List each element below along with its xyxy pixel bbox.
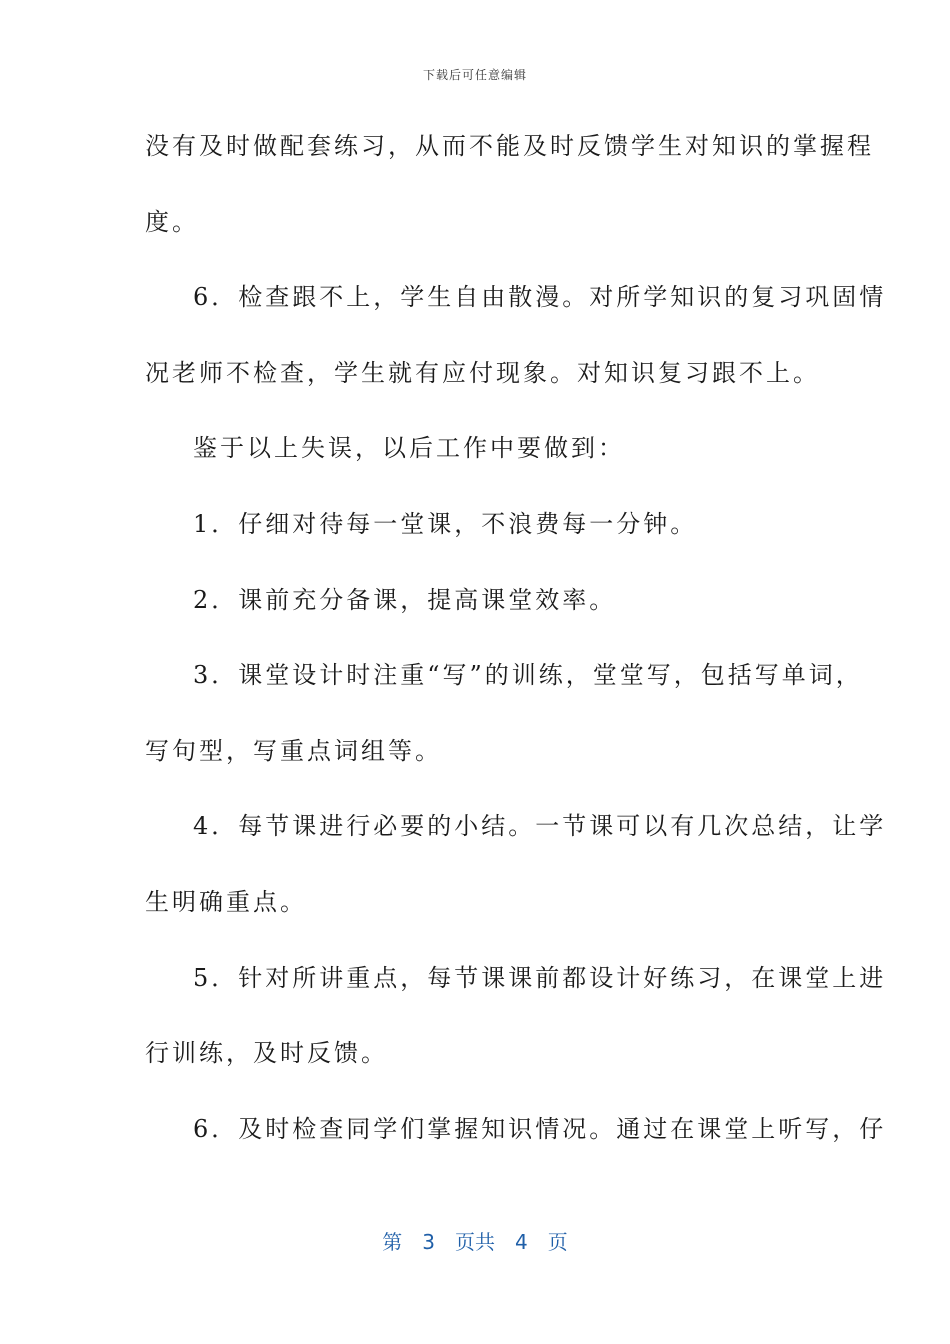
page-label-mid: 页共 xyxy=(455,1230,495,1254)
text-line: 行训练，及时反馈。 xyxy=(145,1039,388,1068)
text-line: 6．及时检查同学们掌握知识情况。通过在课堂上听写，仔 xyxy=(193,1114,887,1143)
download-note: 下载后可任意编辑 xyxy=(422,68,527,82)
current-page-number: 3 xyxy=(422,1230,435,1254)
text-line: 没有及时做配套练习，从而不能及时反馈学生对知识的掌握程 xyxy=(145,132,874,160)
text-line: 1．仔细对待每一堂课，不浪费每一分钟。 xyxy=(193,509,698,538)
text-line: 4．每节课进行必要的小结。一节课可以有几次总结，让学 xyxy=(193,812,887,841)
text-line: 2．课前充分备课，提高课堂效率。 xyxy=(193,585,617,614)
document-body xyxy=(145,122,887,1180)
text-line: 生明确重点。 xyxy=(145,887,307,916)
text-line: 鉴于以上失误，以后工作中要做到： xyxy=(193,434,625,463)
text-line: 度。 xyxy=(145,207,199,236)
text-line: 况老师不检查，学生就有应付现象。对知识复习跟不上。 xyxy=(145,358,820,387)
text-line: 3．课堂设计时注重“写”的训练，堂堂写，包括写单词， xyxy=(193,661,863,690)
text-line: 5．针对所讲重点，每节课课前都设计好练习，在课堂上进 xyxy=(193,963,887,992)
text-line: 6．检查跟不上，学生自由散漫。对所学知识的复习巩固情 xyxy=(193,283,887,312)
page-footer xyxy=(0,1226,950,1255)
text-line: 写句型，写重点词组等。 xyxy=(145,736,442,765)
page-label-suffix: 页 xyxy=(547,1230,568,1254)
page-label-prefix: 第 xyxy=(382,1230,403,1254)
total-pages-number: 4 xyxy=(515,1230,528,1254)
